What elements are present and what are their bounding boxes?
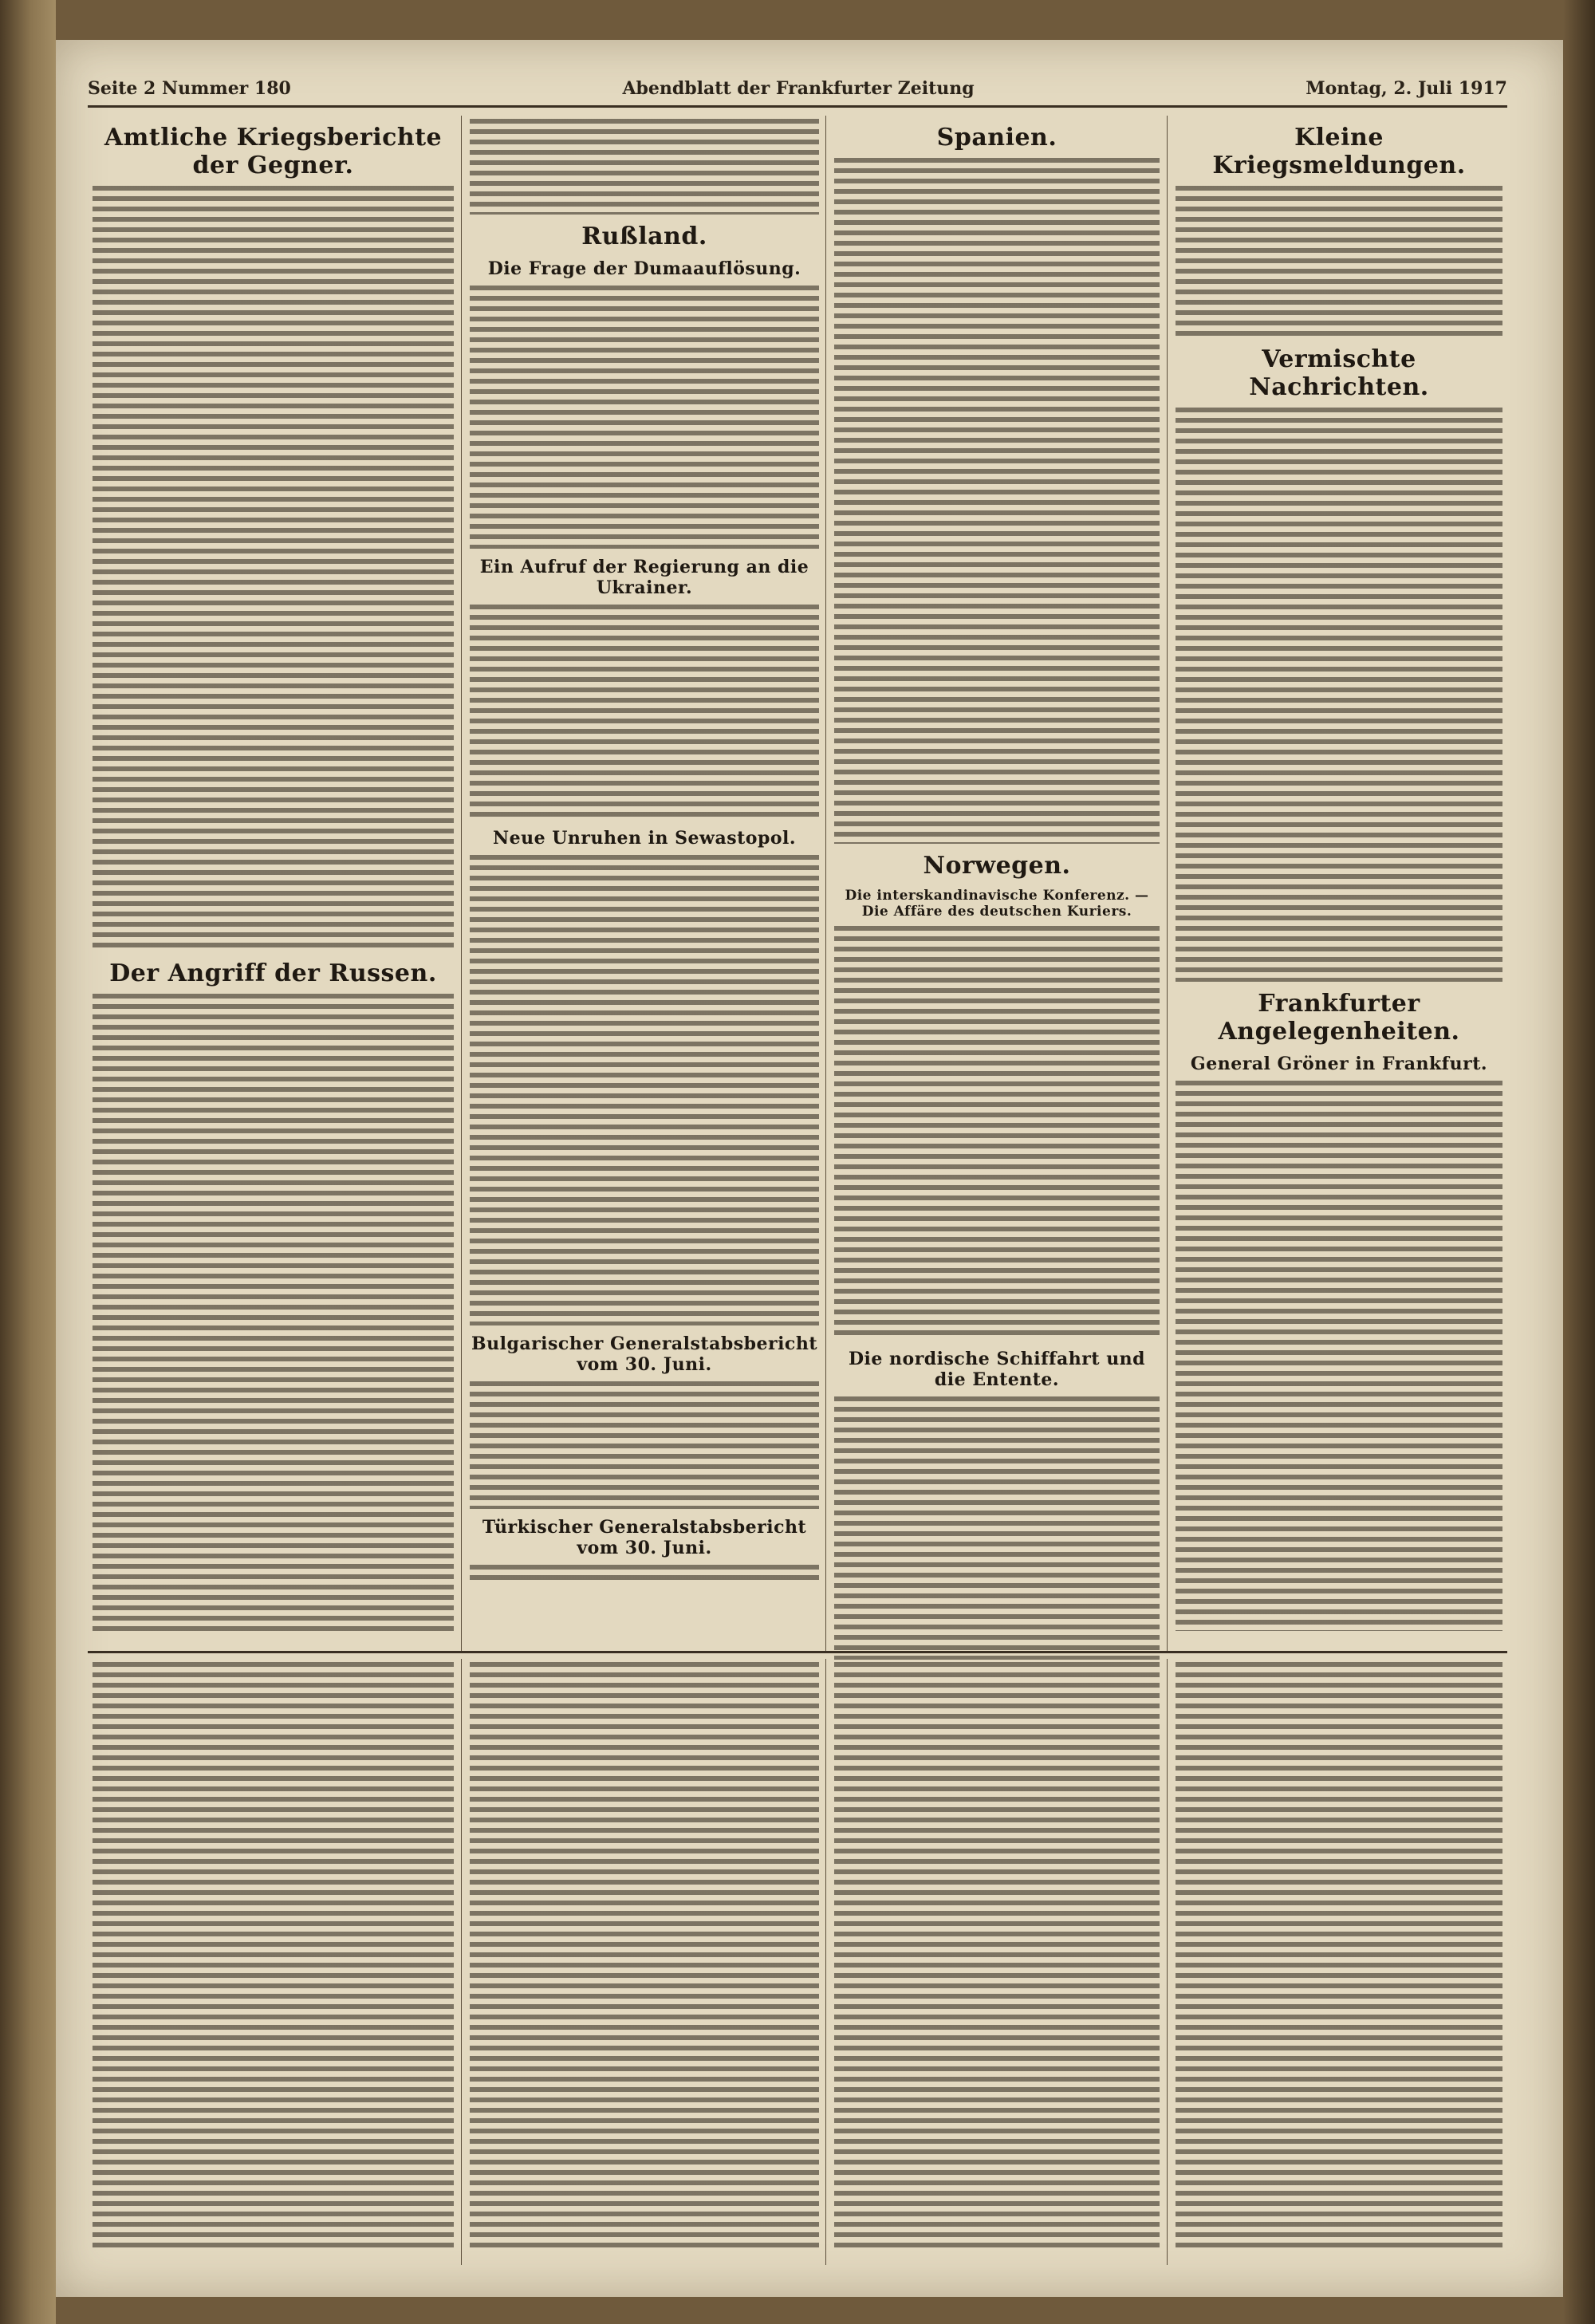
book-binding <box>0 0 56 2324</box>
headline-kriegsberichte: Amtliche Kriegsberichte der Gegner. <box>104 124 443 179</box>
column-2 <box>465 116 824 1651</box>
article-text <box>1176 1081 1502 1631</box>
column-4 <box>1171 116 1507 1651</box>
headline-frankfurter-angelegenheiten: Frankfurter Angelegenheiten. <box>1218 990 1460 1046</box>
subhead-tuerkischer-bericht: Türkischer Generalstabsbericht vom 30. Juni. <box>482 1517 807 1558</box>
column-divider <box>1167 116 1168 1651</box>
article-text <box>834 1396 1160 1660</box>
column-3 <box>829 116 1164 1651</box>
headline-angriff-russen: Der Angriff der Russen. <box>109 959 437 987</box>
article-text <box>834 926 1160 1341</box>
article-text <box>470 286 819 549</box>
article-text <box>93 186 454 951</box>
subhead-aufruf-ukrainer: Ein Aufruf der Regierung an die Ukrainer. <box>479 557 809 598</box>
article-text <box>93 1662 454 2252</box>
page-header <box>88 76 1507 101</box>
column-divider <box>825 116 826 1651</box>
article-text <box>1176 408 1502 982</box>
masthead-title: Abendblatt der Frankfurter Zeitung <box>622 78 975 99</box>
column-divider <box>461 1659 462 2265</box>
subhead-sewastopol: Neue Unruhen in Sewastopol. <box>492 828 797 849</box>
lower-column-1 <box>88 1659 459 2265</box>
article-text <box>470 855 819 1325</box>
subhead-bulgarischer-bericht: Bulgarischer Generalstabsbericht vom 30. Juni. <box>471 1333 817 1375</box>
article-text <box>834 1662 1160 2252</box>
column-1 <box>88 116 459 1651</box>
column-divider <box>1167 1659 1168 2265</box>
page-edge <box>1563 0 1595 2324</box>
section-rule <box>88 1651 1507 1653</box>
page-number: Seite 2 Nummer 180 <box>88 78 291 99</box>
headline-vermischte-nachrichten: Vermischte Nachrichten. <box>1249 345 1429 401</box>
article-text <box>470 1381 819 1509</box>
subhead-nordische-schiffahrt: Die nordische Schiffahrt und die Entente. <box>848 1349 1146 1390</box>
headline-norwegen: Norwegen. <box>923 852 1071 880</box>
article-text <box>470 1662 819 2252</box>
article-text <box>1176 186 1502 337</box>
lower-column-3 <box>829 1659 1164 2265</box>
headline-spanien: Spanien. <box>936 124 1057 152</box>
lower-column-2 <box>465 1659 824 2265</box>
article-text <box>470 605 819 820</box>
header-rule <box>88 105 1507 108</box>
article-text <box>93 994 454 1632</box>
column-divider <box>461 116 462 1651</box>
column-divider <box>825 1659 826 2265</box>
article-text <box>1176 1662 1502 2252</box>
headline-kleine-kriegsmeldungen: Kleine Kriegsmeldungen. <box>1212 124 1466 179</box>
article-text <box>470 119 819 215</box>
article-text <box>470 1565 819 1581</box>
headline-russland: Rußland. <box>581 223 707 250</box>
page-date: Montag, 2. Juli 1917 <box>1306 78 1507 99</box>
article-text <box>834 158 1160 844</box>
subhead-general-groener: General Gröner in Frankfurt. <box>1190 1054 1488 1074</box>
subhead-interskandinavische-konferenz: Die interskandinavische Konferenz. — Die Affäre des deutschen Kuriers. <box>845 888 1149 920</box>
subhead-dumaaufloesung: Die Frage der Dumaauflösung. <box>487 258 801 279</box>
lower-column-4 <box>1171 1659 1507 2265</box>
